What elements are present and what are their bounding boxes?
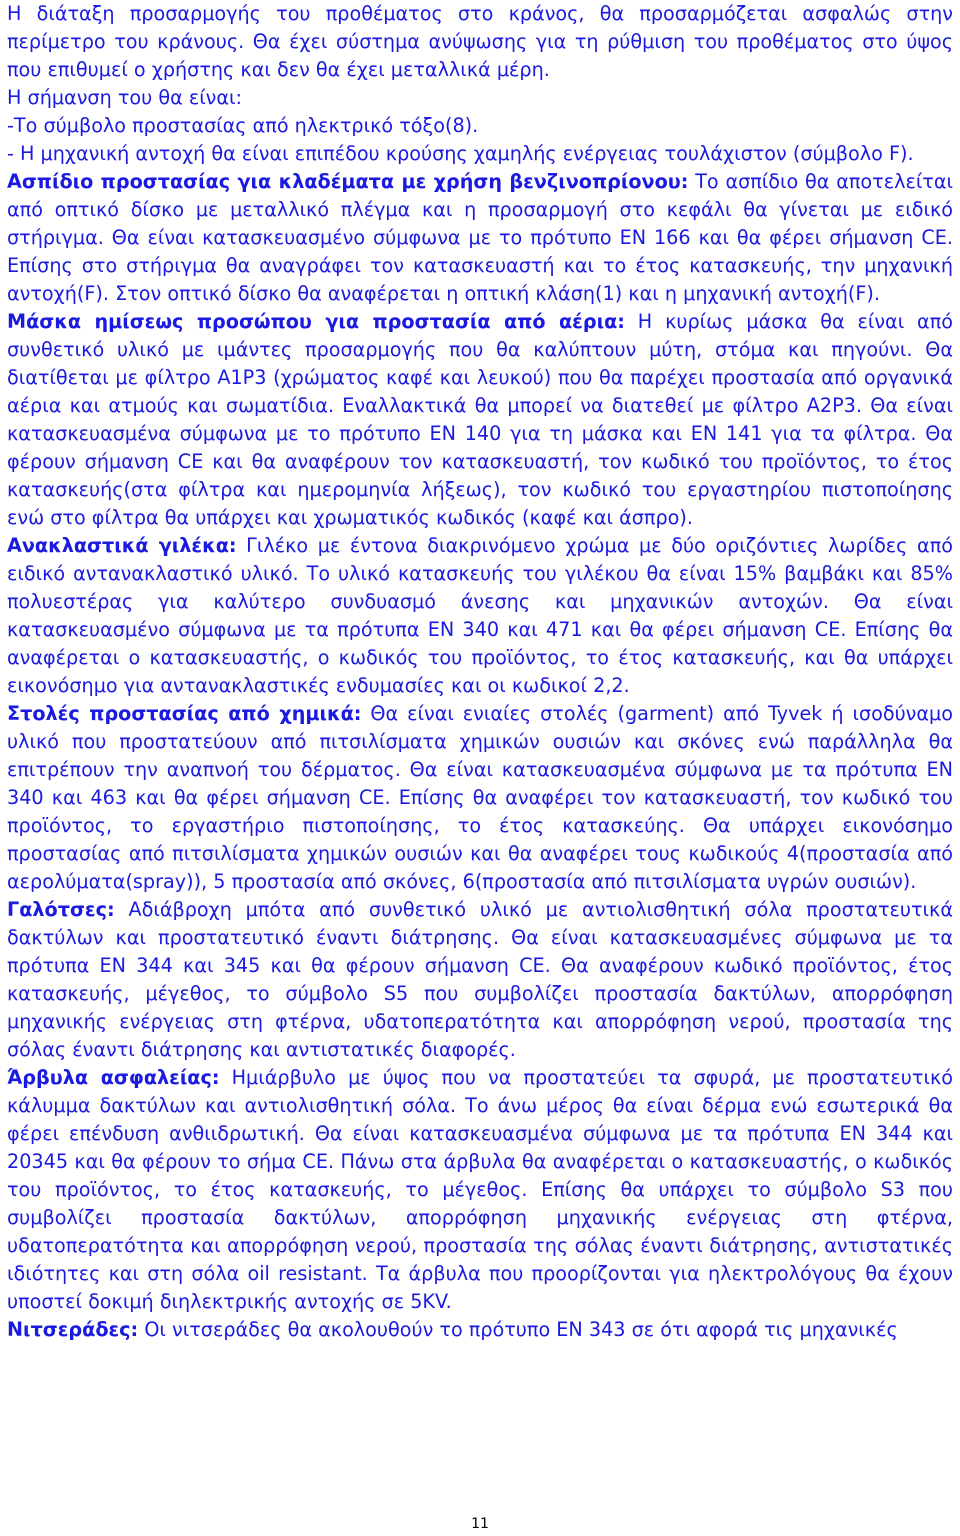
section-body: Γιλέκο με έντονα διακρινόμενο χρώμα με δύο οριζόντιες λωρίδες από ειδικό αντανακλαστικό υλικό. Το υλικό κατασκευής του γιλέκου θα είναι 15% βαμβάκι και 85% πολυεστέρας για καλύτερο συνδυασμό άνεσης και μηχανικών αντοχών. Θα είναι κατασκευασμένο σύμφωνα με τα πρότυπα ΕΝ 340 και 471 και θα φέρει σήμανση CE. Επίσης θα αναφέρεται ο κατασκευαστής, ο κωδικός του προϊόντος, το έτος κατασκευής, και θα υπάρχει εικονόσημο για αντανακλαστικές ενδυμασίες και οι κωδικοί 2,2. — [7, 534, 953, 697]
section-chainsaw-shield — [7, 168, 953, 308]
section-body: Αδιάβροχη μπότα από συνθετικό υλικό με αντιολισθητική σόλα προστατευτικά δακτύλων και προστατευτικό έναντι διάτρησης. Θα είναι κατασκευασμένες σύμφωνα με τα πρότυπα ΕΝ 344 και 345 και θα φέρουν σήμανση CE. Θα αναφέρουν κωδικό προϊόντος, έτος κατασκευής, μέγεθος, το σύμβολο S5 που συμβολίζει προστασία δακτύλων, απορρόφηση μηχανικής ενέργειας στη φτέρνα, υδατοπερατότητα και απορρόφηση νερού, προστασία της σόλας έναντι διάτρησης και αντιστατικές διαφορές. — [7, 898, 953, 1061]
document-page — [7, 0, 953, 1344]
section-heading: Ανακλαστικά γιλέκα: — [7, 534, 237, 557]
section-body: Η κυρίως μάσκα θα είναι από συνθετικό υλικό με ιμάντες προσαρμογής που θα καλύπτουν μύτη, στόμα και πηγούνι. Θα διατίθεται με φίλτρο Α1Ρ3 (χρώματος καφέ και λευκού) που θα παρέχει προστασία από οργανικά αέρια και ατμούς και σωματίδια. Εναλλακτικά θα μπορεί να διατεθεί με φίλτρο Α2Ρ3. Θα είναι κατασκευασμένα σύμφωνα με το πρότυπο ΕΝ 140 για τη μάσκα και ΕΝ 141 για τα φίλτρα. Θα φέρουν σήμανση CE και θα αναφέρουν τον κατασκευαστή, τον κωδικό του προϊόντος, το έτος κατασκευής(στα φίλτρα και ημερομηνία λήξεως), τον κωδικό του εργαστηρίου πιστοποίησης ενώ στο φίλτρα θα υπάρχει και χρωματικός κωδικός (καφέ και άσπρο). — [7, 310, 953, 529]
paragraph-helmet-attachment: Η διάταξη προσαρμογής του προθέματος στο κράνος, θα προσαρμόζεται ασφαλώς στην περίμετρο του κράνους. Θα έχει σύστημα ανύψωσης για τη ρύθμιση του προθέματος στο ύψος που επιθυμεί ο χρήστης και δεν θα έχει μεταλλικά μέρη. — [7, 2, 953, 81]
paragraph-arc-symbol: -Το σύμβολο προστασίας από ηλεκτρικό τόξο(8). — [7, 114, 479, 137]
section-half-mask — [7, 308, 953, 532]
section-heading: Άρβυλα ασφαλείας: — [7, 1066, 220, 1089]
section-heading: Μάσκα ημίσεως προσώπου για προστασία από αέρια: — [7, 310, 625, 333]
section-reflective-vests — [7, 532, 953, 700]
section-heading: Νιτσεράδες: — [7, 1318, 139, 1341]
section-rubber-boots — [7, 896, 953, 1064]
section-heading: Ασπίδιο προστασίας για κλαδέματα με χρήση βενζινοπρίονου: — [7, 170, 689, 193]
section-chemical-suits — [7, 700, 953, 896]
section-raincoats — [7, 1316, 953, 1344]
section-body: Ημιάρβυλο με ύψος που να προστατεύει τα σφυρά, με προστατευτικό κάλυμμα δακτύλων και αντιολισθητική σόλα. Το άνω μέρος θα είναι δέρμα ενώ εσωτερικά θα φέρει επένδυση ανθιιδρωτική. Θα είναι κατασκευασμένα σύμφωνα με τα πρότυπα ΕΝ 344 και 20345 και θα φέρουν το σήμα CE. Πάνω στα άρβυλα θα αναφέρεται ο κατασκευαστής, ο κωδικός του προϊόντος, το έτος κατασκευής, το μέγεθος. Επίσης θα υπάρχει το σύμβολο S3 που συμβολίζει προστασία δακτύλων, απορρόφηση μηχανικής ενέργειας στη φτέρνα, υδατοπερατότητα και απορρόφηση νερού, προστασία της σόλας έναντι διάτρησης, αντιστατικές ιδιότητες και στη σόλα oil resistant. Τα άρβυλα που προορίζονται για ηλεκτρολόγους θα έχουν υποστεί δοκιμή διηλεκτρικής αντοχής σε 5KV. — [7, 1066, 953, 1313]
section-heading: Στολές προστασίας από χημικά: — [7, 702, 362, 725]
section-body: Οι νιτσεράδες θα ακολουθούν το πρότυπο ΕΝ 343 σε ότι αφορά τις μηχανικές — [138, 1318, 898, 1341]
section-body: Το ασπίδιο θα αποτελείται από οπτικό δίσκο με μεταλλικό πλέγμα και η προσαρμογή στο κεφάλι θα γίνεται με ειδικό στήριγμα. Θα είναι κατασκευασμένο σύμφωνα με το πρότυπο EN 166 και θα φέρει σήμανση CE. Επίσης στο στήριγμα θα αναγράφει τον κατασκευαστή και το έτος κατασκευής, την μηχανική αντοχή(F). Στον οπτικό δίσκο θα αναφέρεται η οπτική κλάση(1) και η μηχανική αντοχή(F). — [7, 170, 954, 305]
section-heading: Γαλότσες: — [7, 898, 115, 921]
section-body: Θα είναι ενιαίες στολές (garment) από Tyvek ή ισοδύναμο υλικό που προστατεύουν από πιτσιλίσματα χημικών ουσιών και σκόνες ενώ παράλληλα θα επιτρέπουν την αναπνοή του δέρματος. Θα είναι κατασκευασμένα σύμφωνα με τα πρότυπα ΕΝ 340 και 463 και θα φέρει σήμανση CE. Επίσης θα αναφέρει τον κατασκευαστή, τον κωδικό του προϊόντος, το εργαστήριο πιστοποίησης, το έτος κατασκεύης. Θα υπάρχει εικονόσημο προστασίας από πιτσιλίσματα χημικών ουσιών και θα αναφέρει τους κωδικούς 4(προστασία από αερολύματα(spray)), 5 προστασία από σκόνες, 6(προστασία από πιτσιλίσματα υγρών ουσιών). — [7, 702, 953, 893]
paragraph-marking-heading: Η σήμανση του θα είναι: — [7, 86, 243, 109]
page-number: 11 — [471, 1516, 489, 1532]
section-safety-boots — [7, 1064, 953, 1316]
paragraph-mechanical-strength: - Η μηχανική αντοχή θα είναι επιπέδου κρούσης χαμηλής ενέργειας τουλάχιστον (σύμβολο F). — [7, 142, 914, 165]
